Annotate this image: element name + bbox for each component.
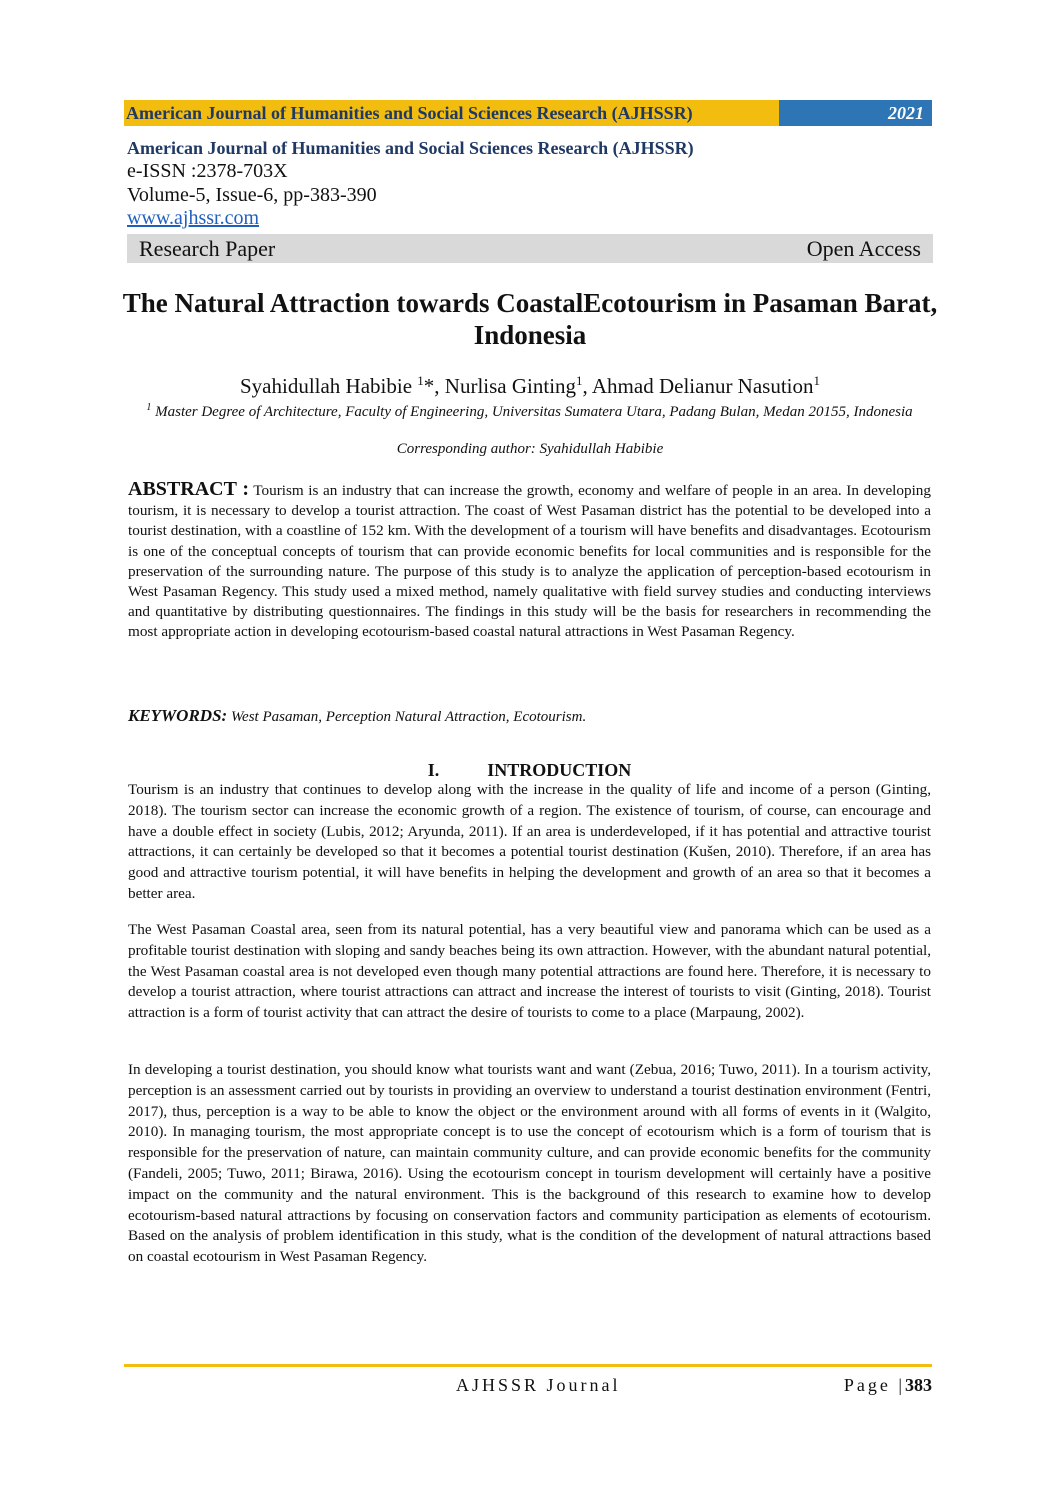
body-paragraph: The West Pasaman Coastal area, seen from its natural potential, has a very beautiful view and panorama which can be used as a profitable tourist destination with sloping and sandy beaches being its own attraction. However, with the abundant natural potential, the West Pasaman coastal area is not developed even though many potential attractions are found here. Therefore, it is necessary to develop a tourist attraction, where tourist attractions can attract and increase the interest of tourists to visit (Ginting, 2018). Tourist attraction is a form of tourist activity that can attract the desire of tourists to come to a place (Marpaung, 2002).: [128, 921, 931, 1022]
keywords-text: West Pasaman, Perception Natural Attraction, Ecotourism.: [227, 709, 587, 725]
corresponding-author: Corresponding author: Syahidullah Habibie: [396, 441, 664, 457]
author-name: Ahmad Delianur Nasution: [591, 374, 814, 398]
abstract-label: ABSTRACT :: [128, 478, 249, 500]
affiliation: [128, 398, 931, 422]
website-link[interactable]: www.ajhssr.com: [127, 207, 260, 229]
article-title: The Natural Attraction towards CoastalEcotourism in Pasaman Barat, Indonesia: [122, 288, 938, 350]
header-year: 2021: [779, 100, 932, 126]
abstract: [128, 479, 931, 643]
header-journal-name: American Journal of Humanities and Social Sciences Research (AJHSSR): [124, 100, 779, 126]
page-number: 383: [905, 1375, 932, 1395]
footer-journal: AJHSSR Journal: [456, 1375, 621, 1395]
footer-divider: [124, 1364, 932, 1367]
author-list: [120, 368, 940, 399]
section-title: INTRODUCTION: [487, 760, 632, 780]
author-separator: ,: [582, 374, 592, 398]
author-affiliation-mark: 1: [813, 373, 821, 388]
body-paragraph: Tourism is an industry that continues to develop along with the increase in the quality of life and income of a person (Ginting, 2018). The tourism sector can increase the economic growth of a region. The existence of tourism, of course, can encourage and have a double effect in society (Lubis, 2012; Aryunda, 2011). If an area is underdeveloped, if it has potential and attractive tourist attractions, it can certainly be developed so that it becomes a potential tourist destination (Kušen, 2010). Therefore, if an area has good and attractive tourism potential, it will have benefits in helping the development and growth of an area so that it becomes a better area.: [128, 781, 931, 902]
body-paragraph: In developing a tourist destination, you should know what tourists want and want (Zebua, 2016; Tuwo, 2011). In a tourism activity, perception is an assessment carried out by tourists in providing an overview to understand a tourist destination environment (Fentri, 2017), thus, perception is a way to be able to know the object or the environment around with all forms of events in it (Walgito, 2010). In managing tourism, the most appropriate concept is to use the concept of ecotourism which is a form of tourism that is responsible for the preservation of nature, can maintain community culture, and can provide economic benefits for the community (Fandeli, 2005; Tuwo, 2011; Birawa, 2016). Using the ecotourism concept in tourism development will certainly have a positive impact on the community and the natural environment. This is the background of this research to examine how to develop ecotourism-based natural attractions by focusing on conservation factors and community participation as elements of ecotourism. Based on the analysis of problem identification in this study, what is the condition of the development of natural attractions based on coastal ecotourism in West Pasaman Regency.: [128, 1061, 931, 1266]
author-separator: *,: [423, 374, 445, 398]
section-heading: [128, 760, 931, 780]
section-number: I.: [427, 760, 440, 780]
access-type: Open Access: [806, 235, 921, 261]
masthead-journal: American Journal of Humanities and Social Sciences Research (AJHSSR): [127, 138, 694, 158]
author-name: Syahidullah Habibie: [239, 374, 418, 398]
affiliation-text: Master Degree of Architecture, Faculty of Engineering, Universitas Sumatera Utara, Padang Bulan, Medan 20155, Indonesia: [151, 404, 913, 420]
author-affiliation-mark: 1: [417, 373, 424, 388]
author-affiliation-mark: 1: [576, 373, 583, 388]
volume-info: Volume-5, Issue-6, pp-383-390: [127, 184, 377, 206]
keywords: [128, 706, 931, 727]
masthead: [127, 137, 932, 229]
affiliation-mark: 1: [146, 402, 152, 413]
issn: e-ISSN :2378-703X: [127, 160, 288, 182]
paper-type-bar: [127, 234, 933, 263]
abstract-text: Tourism is an industry that can increase the growth, economy and welfare of people in an area. In developing tourism, it is necessary to develop a tourist attraction. The coast of West Pasaman district has the potential to be developed into a tourist destination, with a coastline of 152 km. With the development of a tourism will have benefits and disadvantages. Ecotourism is one of the conceptual concepts of tourism that can provide economic benefits for local communities and is responsible for the preservation of the surrounding nature. The purpose of this study is to analyze the application of perception-based ecotourism in West Pasaman Regency. This study used a mixed method, namely qualitative with field survey studies and conducting interviews and quantitative by distributing questionnaires. The findings in this study will be the basis for researchers in recommending the most appropriate action in developing ecotourism-based coastal natural attractions in West Pasaman Regency.: [128, 482, 931, 641]
keywords-label: KEYWORDS:: [128, 706, 228, 725]
author-name: Nurlisa Ginting: [444, 374, 577, 398]
footer-page: [844, 1374, 932, 1396]
footer-page-label: Page |: [843, 1375, 905, 1395]
running-header: [124, 100, 932, 126]
page-footer: [124, 1374, 932, 1398]
paper-type: Research Paper: [139, 235, 276, 261]
